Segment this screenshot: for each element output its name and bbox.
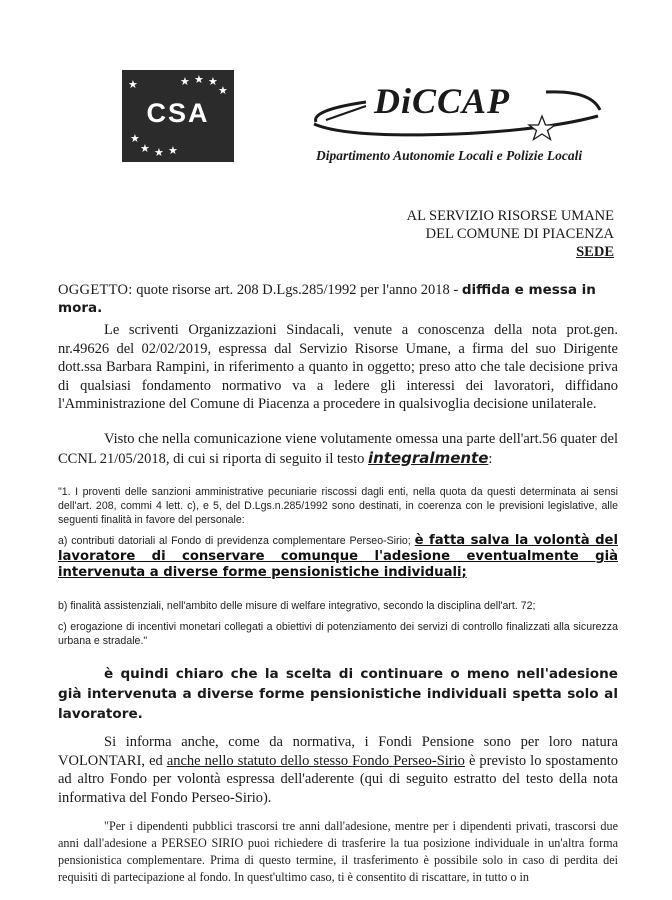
svg-text:★: ★ <box>130 132 140 145</box>
diccap-logo <box>306 80 606 170</box>
subject-bold: diffida e messa in mora. <box>58 282 596 316</box>
quote-item-b: b) finalità assistenziali, nell'ambito delle misure di welfare integrativo, secondo la disciplina dell'art. 72; <box>58 600 536 612</box>
svg-text:★: ★ <box>208 75 218 88</box>
paragraph-2 <box>58 430 618 468</box>
quote-item-c: c) erogazione di incentivi monetari collegati a obiettivi di potenziamento dei servizi di controllo finalizzati alla sicurezza urbana e stradale." <box>58 621 618 647</box>
paragraph-3-part2: è previsto lo spostamento ad altro Fondo per volontà espressa dell'aderente (qui di seguito estratto del testo della nota informativa del Fondo Perseo-Sirio). <box>58 752 618 806</box>
svg-text:★: ★ <box>154 146 164 159</box>
svg-text:★: ★ <box>180 75 190 88</box>
diccap-logo-text: DiCCAP <box>374 81 511 121</box>
paragraph-2-text: Visto che nella comunicazione viene volutamente omessa una parte dell'art.56 quater del CCNL 21/05/2018, di cui si riporta di seguito il testo <box>58 431 618 467</box>
svg-text:★: ★ <box>128 78 138 91</box>
paragraph-1: Le scriventi Organizzazioni Sindacali, venute a conoscenza della nota prot.gen. nr.49626 del 02/02/2019, espressa dal Servizio Risorse Umane, a firma del suo Dirigente dott.ssa Barbara Rampini, in riferimento a quanto in oggetto; preso atto che tale decisione priva di qualsiasi fondamento normativo va a ledere gli interessi dei lavoratori, diffidano l'Amministrazione del Comune di Piacenza a procedere in qualsivoglia decisione unilaterale. <box>58 322 618 412</box>
paragraph-3 <box>58 733 618 807</box>
paragraph-2-emphasis: integralmente <box>368 448 489 467</box>
svg-text:★: ★ <box>218 84 228 97</box>
quote-item-a <box>58 533 618 581</box>
diccap-subtitle: Dipartimento Autonomie Locali e Polizie Locali <box>316 148 583 163</box>
addressee-sede: SEDE <box>576 244 614 260</box>
addressee-line: AL SERVIZIO RISORSE UMANE <box>406 208 614 224</box>
paragraph-3-underlined: anche nello statuto dello stesso Fondo Perseo-Sirio <box>166 752 465 769</box>
conclusion <box>58 664 618 724</box>
addressee-block <box>407 207 614 261</box>
quote-perseo-sirio: "Per i dipendenti pubblici trascorsi tre anni dall'adesione, mentre per i dipendenti privati, trascorsi due anni dall'adesione a PERSEO SIRIO puoi richiedere di trasferire la tua posizione individuale in un'altra forma pensionistica complementare. Prima di questo termine, il trasferimento è possibile solo in caso di perdita dei requisiti di partecipazione al fondo. In quest'ultimo caso, ti è consentito di riscattare, in tutto o in <box>58 819 618 884</box>
conclusion-text: è quindi chiaro che la scelta di continuare o meno nell'adesione già intervenuta a diverse forme pensionistiche individuali spetta solo al lavoratore. <box>58 666 618 722</box>
quote-item-a-text: a) contributi datoriali al Fondo di previdenza complementare Perseo-Sirio; <box>58 535 415 547</box>
quote-item-a-bold: è fatta salva la volontà del lavoratore di conservare comunque l'adesione eventualmente già intervenuta a diverse forme pensionistiche individuali <box>58 533 618 580</box>
csa-logo-text: CSA <box>146 98 210 128</box>
quote-item-a-end: ; <box>461 565 467 580</box>
subject-text: quote risorse art. 208 D.Lgs.285/1992 per l'anno 2018 - <box>132 282 462 298</box>
paragraph-3-part1: Si informa anche, come da normativa, i Fondi Pensione sono per loro natura VOLONTARI, ed <box>58 734 618 769</box>
svg-text:★: ★ <box>194 73 204 86</box>
paragraph-2-end: : <box>488 450 493 467</box>
addressee-line: DEL COMUNE DI PIACENZA <box>425 226 614 242</box>
subject-label: OGGETTO: <box>58 282 133 298</box>
quote-item-1: "1. I proventi delle sanzioni amministrative pecuniarie riscossi dagli enti, nella quota da questi determinata ai sensi dell'art. 208, commi 4 lett. c), e 5, del D.Lgs.n.285/1992 sono destinati, in coerenza con le previsioni legislative, alle seguenti finalità in favore del personale: <box>58 486 618 526</box>
svg-text:★: ★ <box>168 144 178 157</box>
subject-line <box>58 281 618 317</box>
svg-text:★: ★ <box>140 142 150 155</box>
csa-logo <box>122 70 234 162</box>
